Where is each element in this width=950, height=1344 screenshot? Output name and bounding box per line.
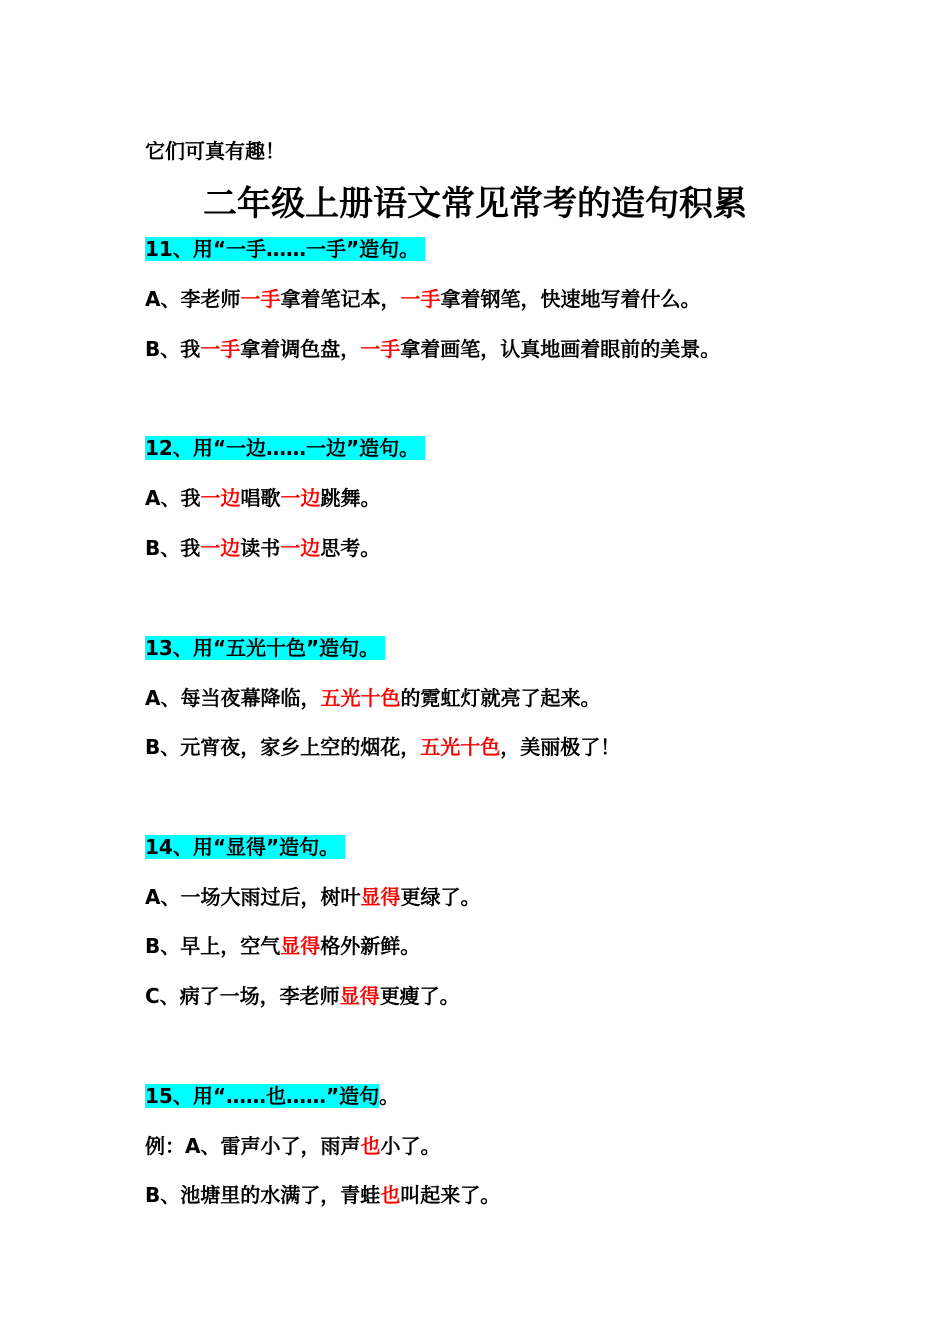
sentence-text: 拿着调色盘， — [240, 337, 361, 361]
section-heading-15 — [145, 1083, 399, 1109]
sentence-13-b — [145, 734, 620, 760]
page-title: 二年级上册语文常见常考的造句积累 — [203, 184, 747, 224]
sentence-text: C、病了一场，李老师 — [145, 984, 340, 1008]
sentence-12-a — [145, 485, 380, 511]
sentence-text: 的霓虹灯就亮了起来。 — [400, 686, 601, 710]
keyword: 显得 — [280, 934, 321, 958]
keyword: 五光十色 — [420, 735, 501, 759]
sentence-text: 更瘦了。 — [379, 984, 460, 1008]
keyword: 也 — [360, 1134, 381, 1158]
heading-highlight: 13、用“五光十色”造句。 — [145, 636, 385, 660]
sentence-13-a — [145, 685, 600, 711]
keyword: 一边 — [200, 536, 241, 560]
keyword: 显得 — [339, 984, 380, 1008]
sentence-text: A、李老师 — [145, 287, 241, 311]
sentence-text: 叫起来了。 — [400, 1183, 501, 1207]
sentence-text: A、每当夜幕降临， — [145, 686, 321, 710]
sentence-text: B、池塘里的水满了，青蛙 — [145, 1183, 381, 1207]
sentence-text: ，美丽极了！ — [500, 735, 621, 759]
heading-tail: 。 — [379, 1084, 400, 1108]
keyword: 也 — [380, 1183, 401, 1207]
heading-highlight: 11、用“一手……一手”造句。 — [145, 237, 425, 261]
sentence-text: 跳舞。 — [320, 486, 381, 510]
sentence-12-b — [145, 535, 380, 561]
sentence-text: 拿着钢笔，快速地写着什么。 — [440, 287, 701, 311]
keyword: 一边 — [280, 486, 321, 510]
sentence-text: B、元宵夜，家乡上空的烟花， — [145, 735, 421, 759]
keyword: 五光十色 — [320, 686, 401, 710]
heading-highlight: 12、用“一边……一边”造句。 — [145, 436, 425, 460]
sentence-text: B、我 — [145, 337, 201, 361]
sentence-14-a — [145, 884, 480, 910]
intro-text: 它们可真有趣！ — [145, 139, 285, 163]
keyword: 一边 — [280, 536, 321, 560]
sentence-15-a — [145, 1133, 440, 1159]
heading-highlight: 15、用“……也……”造句 — [145, 1084, 380, 1108]
keyword: 一手 — [400, 287, 441, 311]
sentence-text: 格外新鲜。 — [320, 934, 421, 958]
keyword: 一手 — [360, 337, 401, 361]
keyword: 一手 — [200, 337, 241, 361]
sentence-14-c — [145, 983, 460, 1009]
sentence-text: 更绿了。 — [400, 885, 481, 909]
sentence-text: B、早上，空气 — [145, 934, 281, 958]
section-heading-11 — [145, 236, 425, 262]
section-heading-14 — [145, 834, 345, 860]
sentence-11-a — [145, 286, 700, 312]
sentence-text: B、我 — [145, 536, 201, 560]
section-heading-12 — [145, 435, 425, 461]
heading-highlight: 14、用“显得”造句。 — [145, 835, 345, 859]
sentence-text: 思考。 — [320, 536, 381, 560]
keyword: 一边 — [200, 486, 241, 510]
keyword: 显得 — [360, 885, 401, 909]
sentence-text: A、我 — [145, 486, 201, 510]
sentence-text: 例：A、雷声小了，雨声 — [145, 1134, 361, 1158]
keyword: 一手 — [240, 287, 281, 311]
sentence-11-b — [145, 336, 720, 362]
sentence-14-b — [145, 933, 420, 959]
sentence-text: 读书 — [240, 536, 281, 560]
sentence-text: 小了。 — [380, 1134, 441, 1158]
sentence-text: 拿着画笔，认真地画着眼前的美景。 — [400, 337, 721, 361]
section-heading-13 — [145, 635, 385, 661]
sentence-text: A、一场大雨过后，树叶 — [145, 885, 361, 909]
sentence-15-b — [145, 1182, 500, 1208]
sentence-text: 唱歌 — [240, 486, 281, 510]
sentence-text: 拿着笔记本， — [280, 287, 401, 311]
